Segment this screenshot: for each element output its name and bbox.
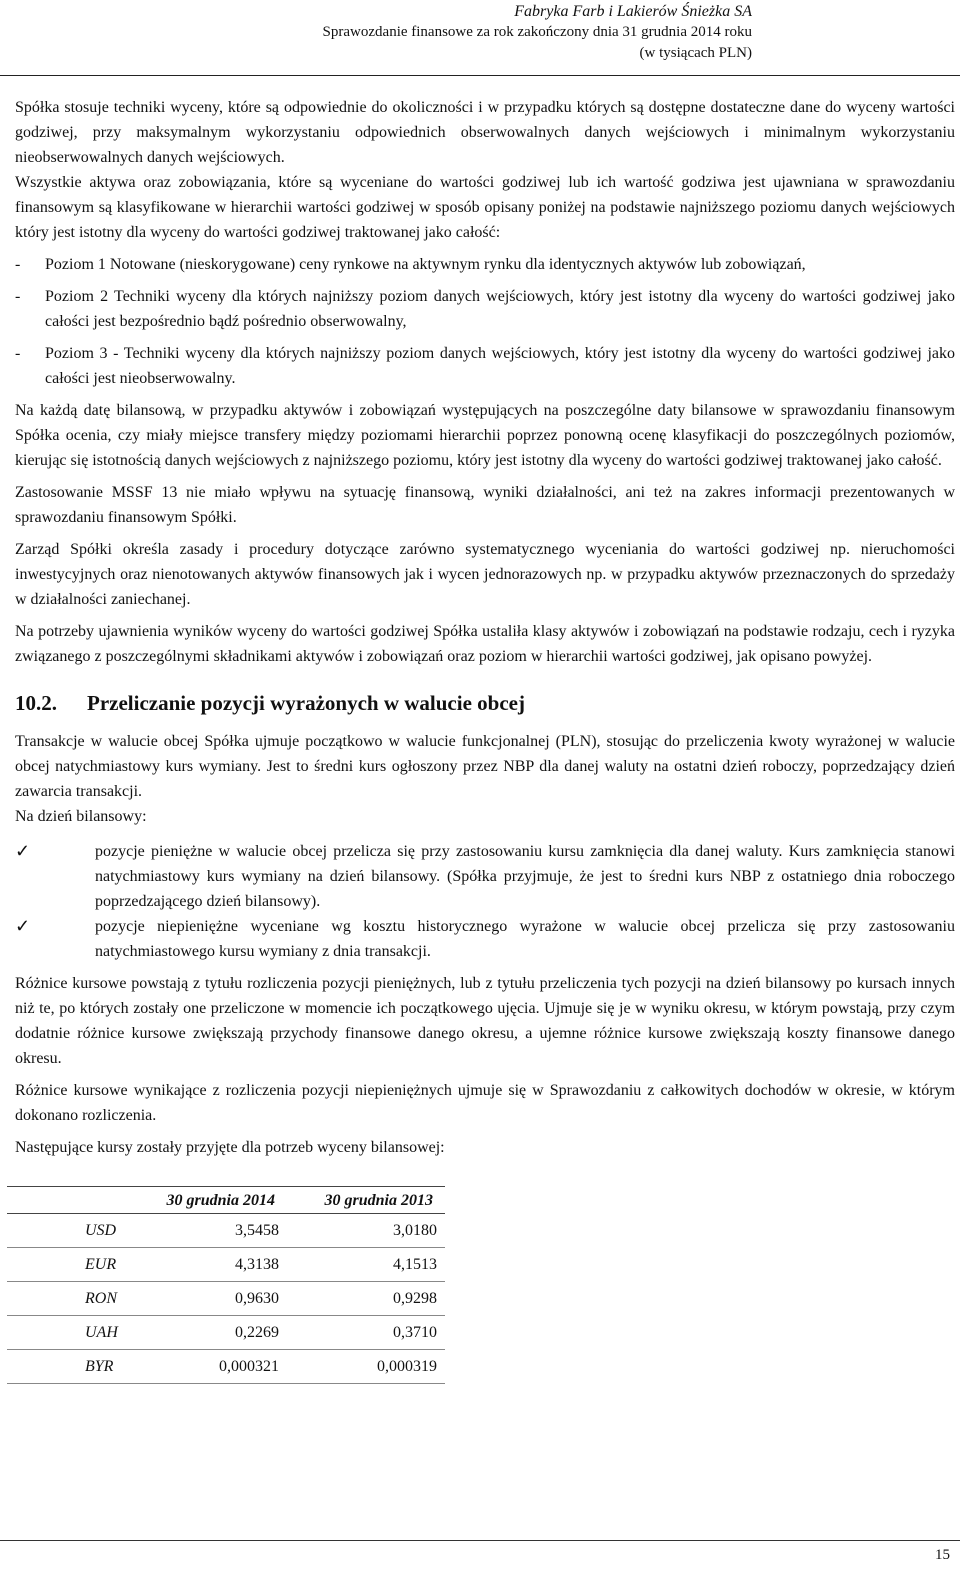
rate-2013-cell: 3,0180 bbox=[287, 1214, 445, 1248]
footer-divider bbox=[0, 1540, 960, 1541]
currency-cell: BYR bbox=[7, 1350, 159, 1384]
table-header-cell bbox=[7, 1187, 159, 1214]
level-item bbox=[15, 341, 955, 391]
dash-marker: - bbox=[15, 345, 21, 362]
check-item bbox=[15, 914, 955, 964]
paragraph-nonmonetary-differences: Różnice kursowe wynikające z rozliczenia pozycji niepieniężnych ujmuje się w Sprawozdaniu z całkowitych dochodów w okresie, w którym dokonano rozliczenia. bbox=[15, 1082, 955, 1124]
page-number: 15 bbox=[935, 1547, 950, 1563]
currency-cell: UAH bbox=[7, 1316, 159, 1350]
document-body bbox=[15, 95, 955, 1384]
section-title: Przeliczanie pozycji wyrażonych w walucie obcej bbox=[87, 691, 525, 715]
paragraph-balance-date: Na dzień bilansowy: bbox=[15, 808, 147, 825]
table-row bbox=[7, 1214, 445, 1248]
check-item-text: pozycje pieniężne w walucie obcej przelicza się przy zastosowaniu kursu zamknięcia dla danej waluty. Kurs zamknięcia stanowi natychmiastowy kurs wymiany na dzień bilansowy. (Spółka przyjmuje, że jest to średni kurs NBP z ostatniego dnia roboczego poprzedzającego dzień bilansowy). bbox=[95, 843, 955, 910]
exchange-rates-table bbox=[7, 1186, 445, 1384]
paragraph-exchange-differences: Różnice kursowe powstają z tytułu rozliczenia pozycji pieniężnych, lub z tytułu przeliczenia tych pozycji na dzień bilansowy po kursach innych niż te, po których zostały one przeliczone w momencie ich początkowego ujęcia. Ujmuje się je w wyniku okresu, w którym powstają, przy czym dodatnie różnice kursowe zwiększają przychody finansowe danego okresu, a ujemne różnice kursowe zwiększają koszty finansowe danego okresu. bbox=[15, 975, 955, 1067]
level-2-text: Poziom 2 Techniki wyceny dla których najniższy poziom danych wejściowych, który jest istotny dla wyceny do wartości godziwej jako całości jest bezpośrednio bądź pośrednio obserwowalny, bbox=[45, 288, 955, 330]
table-row bbox=[7, 1248, 445, 1282]
page-header bbox=[192, 2, 752, 64]
check-item-text: pozycje niepieniężne wyceniane wg kosztu historycznego wyrażone w walucie obcej przelicza się przy zastosowaniu natychmiastowego kursu wymiany z dnia transakcji. bbox=[95, 918, 955, 960]
company-name: Fabryka Farb i Lakierów Śnieżka SA bbox=[514, 3, 752, 20]
paragraph-rates-intro: Następujące kursy zostały przyjęte dla potrzeb wyceny bilansowej: bbox=[15, 1139, 445, 1156]
table-row bbox=[7, 1350, 445, 1384]
report-units: (w tysiącach PLN) bbox=[639, 45, 752, 61]
table-header-cell: 30 grudnia 2014 bbox=[159, 1187, 287, 1214]
currency-cell: EUR bbox=[7, 1248, 159, 1282]
rate-2014-cell: 0,9630 bbox=[159, 1282, 287, 1316]
dash-marker: - bbox=[15, 288, 21, 305]
rate-2014-cell: 0,000321 bbox=[159, 1350, 287, 1384]
report-title: Sprawozdanie finansowe za rok zakończony dnia 31 grudnia 2014 roku bbox=[322, 24, 752, 40]
header-divider bbox=[0, 75, 960, 76]
table-header-row bbox=[7, 1187, 445, 1214]
level-1-text: Poziom 1 Notowane (nieskorygowane) ceny rynkowe na aktywnym rynku dla identycznych aktywów lub zobowiązań, bbox=[45, 256, 806, 273]
section-number: 10.2. bbox=[15, 691, 57, 715]
rate-2014-cell: 4,3138 bbox=[159, 1248, 287, 1282]
rate-2013-cell: 0,9298 bbox=[287, 1282, 445, 1316]
rate-2014-cell: 0,2269 bbox=[159, 1316, 287, 1350]
level-item bbox=[15, 252, 955, 277]
checkmark-icon: ✓ bbox=[15, 841, 31, 861]
rate-2013-cell: 0,3710 bbox=[287, 1316, 445, 1350]
table-row bbox=[7, 1282, 445, 1316]
rate-2013-cell: 4,1513 bbox=[287, 1248, 445, 1282]
paragraph-transfers: Na każdą datę bilansową, w przypadku aktywów i zobowiązań występujących na poszczególne daty bilansowe w sprawozdaniu finansowym Spółka ocenia, czy miały miejsce transfery między poziomami hierarchii poprzez ponowną ocenę klasyfikacji do poszczególnych poziomów, kierując się istotnością danych wejściowych z najniższego poziomu, który jest istotny dla wyceny do wartości godziwej traktowanej jako całość. bbox=[15, 402, 955, 469]
level-3-text: Poziom 3 - Techniki wyceny dla których najniższy poziom danych wejściowych, który jest istotny dla wyceny do wartości godziwej jako całości jest nieobserwowalny. bbox=[45, 345, 955, 387]
table-row bbox=[7, 1316, 445, 1350]
currency-cell: USD bbox=[7, 1214, 159, 1248]
paragraph-transactions: Transakcje w walucie obcej Spółka ujmuje początkowo w walucie funkcjonalnej (PLN), stosując do przeliczenia kwoty wyrażonej w walucie obcej natychmiastowy kurs wymiany. Jest to średni kurs ogłoszony przez NBP dla danej waluty na ostatni dzień roboczy, poprzedzający dzień zawarcia transakcji. bbox=[15, 733, 955, 800]
checkmark-icon: ✓ bbox=[15, 916, 31, 936]
rate-2013-cell: 0,000319 bbox=[287, 1350, 445, 1384]
paragraph-classes: Na potrzeby ujawnienia wyników wyceny do wartości godziwej Spółka ustaliła klasy aktywów i zobowiązań na podstawie rodzaju, cech i ryzyka związanego z poszczególnymi składnikami aktywów i zobowiązań oraz poziom w hierarchii wartości godziwej, jak opisano powyżej. bbox=[15, 623, 955, 665]
paragraph-mssf13: Zastosowanie MSSF 13 nie miało wpływu na sytuację finansową, wyniki działalności, ani też na zakres informacji prezentowanych w sprawozdaniu finansowym Spółki. bbox=[15, 484, 955, 526]
dash-marker: - bbox=[15, 256, 21, 273]
table-header-cell: 30 grudnia 2013 bbox=[287, 1187, 445, 1214]
rate-2014-cell: 3,5458 bbox=[159, 1214, 287, 1248]
intro-paragraph-1: Spółka stosuje techniki wyceny, które są odpowiednie do okoliczności i w przypadku których są dostępne dostateczne dane do wyceny wartości godziwej, przy maksymalnym wykorzystaniu odpowiednich obserwowalnych danych wejściowych i minimalnym wykorzystaniu nieobserwowalnych danych wejściowych. bbox=[15, 99, 955, 166]
check-item bbox=[15, 839, 955, 914]
currency-cell: RON bbox=[7, 1282, 159, 1316]
paragraph-procedures: Zarząd Spółki określa zasady i procedury dotyczące zarówno systematycznego wyceniania do wartości godziwej np. nieruchomości inwestycyjnych oraz nienotowanych aktywów finansowych jak i wycen jednorazowych np. w przypadku aktywów przeznaczonych do sprzedaży w działalności zaniechanej. bbox=[15, 541, 955, 608]
section-heading bbox=[15, 689, 955, 717]
level-item bbox=[15, 284, 955, 334]
intro-paragraph-2: Wszystkie aktywa oraz zobowiązania, które są wyceniane do wartości godziwej lub ich wartość godziwa jest ujawniana w sprawozdaniu finansowym są klasyfikowane w hierarchii wartości godziwej w sposób opisany poniżej na podstawie najniższego poziomu danych wejściowych który jest istotny dla wyceny do wartości godziwej traktowanej jako całość: bbox=[15, 174, 955, 241]
